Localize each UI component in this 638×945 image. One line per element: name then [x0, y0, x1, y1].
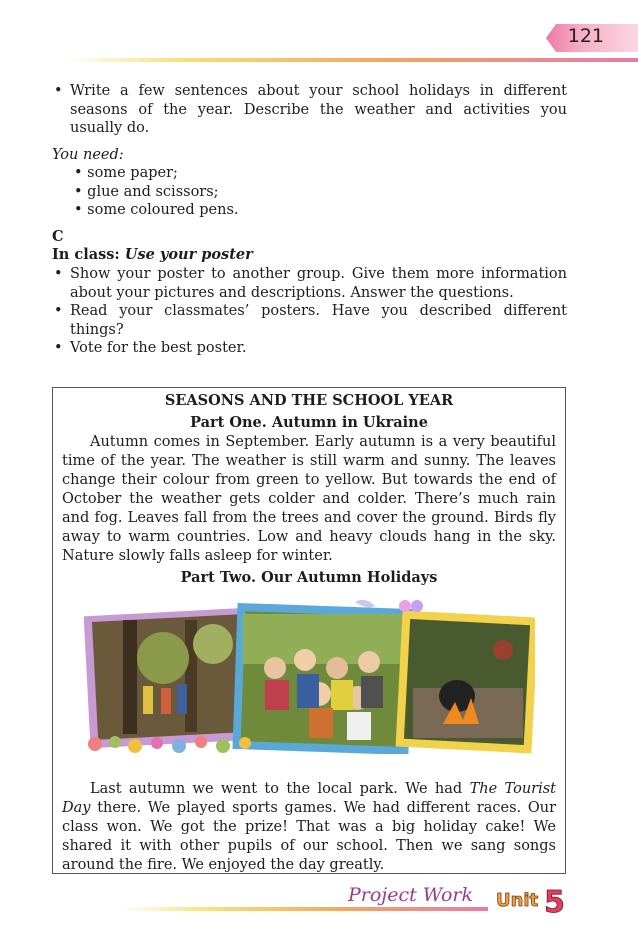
unit-number: 5 [544, 885, 565, 918]
part2-title: Part Two. Our Autumn Holidays [180, 569, 438, 586]
task-c-list [52, 265, 567, 358]
group-photo [232, 603, 413, 754]
autumn-photo-collage [83, 598, 535, 754]
unit-logo [492, 878, 582, 918]
part2-text-a: Last autumn we went to the local park. We had [90, 781, 470, 797]
unit-word: Unit [496, 890, 539, 911]
task-c-bullet: • Read your classmates’ posters. Have you described different things? [52, 302, 567, 339]
poster-box [52, 387, 566, 874]
part2-text-b: there. We played sports games. We had different races. Our class won. We got the prize! That was a big holiday cake! We shared it with other pupils of our school. Then we sang songs around the fire. We enjoyed the day greatly. [62, 800, 556, 873]
footer-section-label: Project Work [348, 884, 474, 906]
needs-list [74, 164, 239, 220]
footer-rule [120, 907, 488, 911]
need-item: • some paper; [74, 164, 239, 183]
page-number: 121 [567, 25, 604, 47]
need-item: • glue and scissors; [74, 183, 239, 202]
part2-text-italic: The Tourist Day [62, 781, 556, 816]
part1-text: Autumn comes in September. Early autumn is a very beautiful time of the year. The weather is still warm and sunny. The leaves change their colour from green to yellow. But towards the end of October the weather gets colder and colder. There’s much rain and fog. Leaves fall from the trees and cover the ground. Birds fly away to warm countries. Low and heavy clouds hang in the sky. Nature slowly falls asleep for winter. [62, 434, 556, 564]
section-letter: C [52, 228, 64, 245]
need-label: You need: [52, 147, 124, 163]
task-b-list [52, 82, 567, 138]
forest-photo [84, 608, 255, 748]
need-item: • some coloured pens. [74, 201, 239, 220]
part1-title: Part One. Autumn in Ukraine [190, 414, 428, 431]
poster-title: SEASONS AND THE SCHOOL YEAR [164, 392, 454, 409]
part2-text [62, 780, 556, 875]
header-rule [66, 58, 638, 62]
section-heading [52, 246, 253, 265]
task-c-bullet: • Vote for the best poster. [52, 339, 567, 358]
heading-prefix: In class: [52, 246, 125, 263]
task-b-bullet: • Write a few sentences about your school holidays in different seasons of the year. Describe the weather and activities you usually do. [52, 82, 567, 138]
heading-title: Use your poster [124, 246, 253, 263]
task-c-bullet: • Show your poster to another group. Give them more information about your pictures and descriptions. Answer the questions. [52, 265, 567, 302]
campfire-photo [396, 611, 535, 754]
